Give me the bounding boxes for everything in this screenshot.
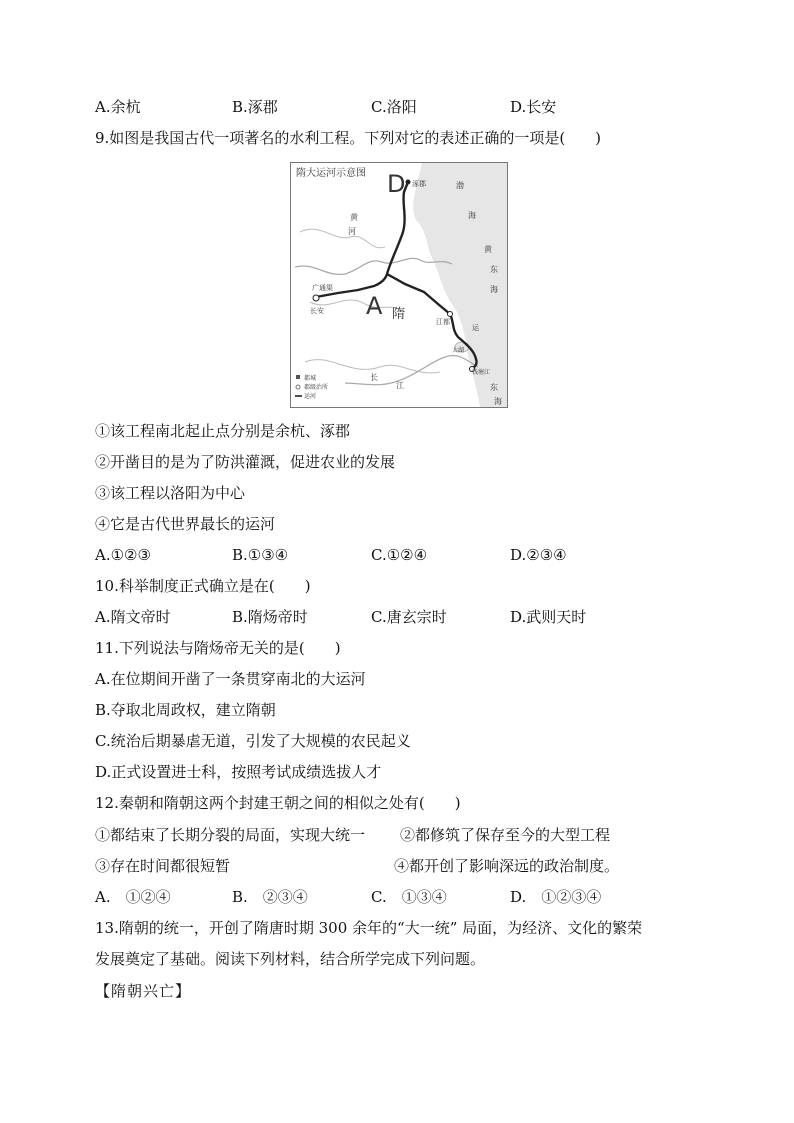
legend-capital-symbol [296,375,300,379]
q10-stem: 10.科举制度正式确立是在( ) [95,577,311,595]
q11-stem: 11.下列说法与隋炀帝无关的是( ) [95,639,341,657]
map-water-5: 海 [490,285,498,294]
q10-option-c: C.唐玄宗时 [371,608,447,626]
map-place-zhuojun: 涿郡 [412,180,426,188]
q9-option-d: D.②③④ [510,546,567,564]
map-water-8: 黄 [350,213,358,222]
map-label-a: A [366,292,383,320]
q9-statement-4: ④它是古代世界最长的运河 [95,515,276,533]
q12-statement-3: ③存在时间都很短暂 [95,857,231,875]
legend-canal: 运河 [304,393,317,400]
q9-option-b: B.①③④ [232,546,289,564]
legend-capital: 都城 [304,375,317,382]
map-water-6: 东 [490,383,498,392]
q9-option-a: A.①②③ [95,546,151,564]
q12-option-c: C. ①③④ [371,888,447,906]
q9-option-c: C.①②④ [371,546,428,564]
map-water-11: 江 [396,381,404,390]
map-water-12: 太湖 [452,347,465,354]
map-water-7: 海 [494,397,502,406]
q10-option-d: D.武则天时 [510,608,587,626]
q12-option-d: D. ①②③④ [510,888,602,906]
map-region-sui: 隋 [392,307,406,322]
q12-stem: 12.秦朝和隋朝这两个封建王朝之间的相似之处有( ) [95,794,461,812]
q9-statement-2: ②开凿目的是为了防洪灌溉，促进农业的发展 [95,453,396,471]
map-place-changan: 长安 [310,307,324,315]
q12-option-a: A. ①②④ [95,888,171,906]
map-water-13: 运 [472,324,479,332]
jiangdu-marker [448,312,453,317]
q13-section-title: 【隋朝兴亡】 [95,982,192,1000]
zhuojun-marker [406,180,411,185]
q9-statement-1: ①该工程南北起止点分别是余杭、涿郡 [95,422,351,440]
map-place-guangtong: 广通渠 [312,284,333,292]
map-title: 隋大运河示意图 [296,168,366,179]
q8-option-c: C.洛阳 [371,98,417,116]
q10-option-b: B.隋炀帝时 [232,608,308,626]
q11-option-d: D.正式设置进士科，按照考试成绩选拔人才 [95,763,382,781]
q12-statement-1: ①都结束了长期分裂的局面，实现大统一 [95,826,366,844]
q12-statement-4: ④都开创了影响深远的政治制度。 [394,857,620,875]
map-water-9: 河 [348,227,356,236]
changan-marker [313,295,319,301]
q13-line-1: 13.隋朝的统一，开创了隋唐时期 300 余年的“大一统” 局面，为经济、文化的繁荣 [95,919,643,937]
q12-statement-2: ②都修筑了保存至今的大型工程 [400,826,611,844]
q11-option-a: A.在位期间开凿了一条贯穿南北的大运河 [95,670,366,688]
map-water-10: 长 [370,373,378,382]
q8-option-b: B.涿郡 [232,98,278,116]
map-water-4: 东 [490,265,498,274]
map-label-d: D [387,170,406,198]
map-place-jiangdu: 江都 [436,318,450,326]
q8-option-d: D.长安 [510,98,557,116]
legend-city: 郡级治所 [304,384,329,391]
q11-option-c: C.统治后期暴虐无道，引发了大规模的农民起义 [95,732,411,750]
map-place-yuhang: 钱塘江 [472,369,491,376]
q9-stem: 9.如图是我国古代一项著名的水利工程。下列对它的表述正确的一项是( ) [95,129,602,147]
map-water-2: 海 [468,211,476,220]
map-water-1: 渤 [456,181,464,190]
q12-option-b: B. ②③④ [232,888,308,906]
legend-city-symbol [296,385,300,389]
map-water-3: 黄 [484,245,492,254]
q8-option-a: A.余杭 [95,98,141,116]
grand-canal-map [290,162,508,408]
q13-line-2: 发展奠定了基础。阅读下列材料，结合所学完成下列问题。 [95,950,486,968]
q9-statement-3: ③该工程以洛阳为中心 [95,484,246,502]
q10-option-a: A.隋文帝时 [95,608,171,626]
q11-option-b: B.夺取北周政权，建立隋朝 [95,701,276,719]
